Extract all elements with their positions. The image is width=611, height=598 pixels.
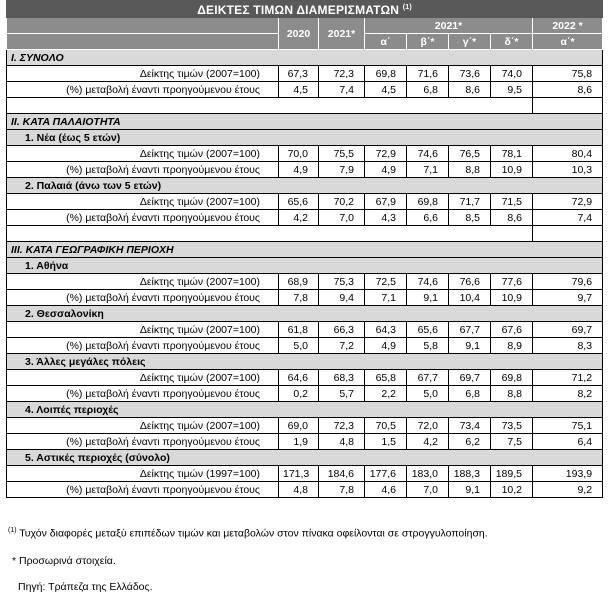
value-cell: 10,9 — [491, 162, 533, 178]
value-cell: 4,9 — [365, 162, 407, 178]
value-cell: 6,4 — [533, 434, 603, 450]
row-label: Δείκτης τιμών (2007=100) — [7, 370, 279, 386]
header-blank — [7, 18, 279, 34]
group-title: 3. Άλλες μεγάλες πόλεις — [7, 354, 603, 370]
value-cell: 7,4 — [533, 210, 603, 226]
table-row — [7, 162, 603, 178]
value-cell: 4,9 — [279, 162, 319, 178]
value-cell: 193,9 — [533, 466, 603, 482]
value-cell: 64,6 — [279, 370, 319, 386]
value-cell: 74,0 — [491, 66, 533, 82]
value-cell: 8,3 — [533, 338, 603, 354]
group-row — [7, 130, 603, 146]
row-label: Δείκτης τιμών (2007=100) — [7, 194, 279, 210]
value-cell: 76,5 — [449, 146, 491, 162]
value-cell: 72,0 — [407, 418, 449, 434]
spacer-cell — [533, 98, 603, 114]
value-cell: 189,5 — [491, 466, 533, 482]
row-label: (%) μεταβολή έναντι προηγούμενου έτους — [7, 162, 279, 178]
value-cell: 8,5 — [449, 210, 491, 226]
value-cell: 67,7 — [407, 370, 449, 386]
footnote-source: Πηγή: Τράπεζα της Ελλάδος. — [18, 581, 153, 593]
value-cell: 8,8 — [449, 162, 491, 178]
value-cell: 70,0 — [279, 146, 319, 162]
value-cell: 67,9 — [365, 194, 407, 210]
value-cell: 69,8 — [365, 66, 407, 82]
row-label: Δείκτης τιμών (2007=100) — [7, 66, 279, 82]
header-q4: δ΄* — [491, 34, 533, 50]
header-q2: β΄* — [407, 34, 449, 50]
row-label: Δείκτης τιμών (2007=100) — [7, 322, 279, 338]
row-label: Δείκτης τιμών (2007=100) — [7, 418, 279, 434]
section-row — [7, 114, 603, 130]
header-2022-group: 2022 * — [533, 18, 603, 34]
header-q1: α΄ — [365, 34, 407, 50]
footnote-provisional: * Προσωρινά στοιχεία. — [12, 555, 116, 567]
value-cell: 7,1 — [365, 290, 407, 306]
table-row — [7, 146, 603, 162]
value-cell: 8,9 — [491, 338, 533, 354]
value-cell: 71,7 — [449, 194, 491, 210]
value-cell: 67,3 — [279, 66, 319, 82]
table-row — [7, 210, 603, 226]
section-row — [7, 50, 603, 66]
value-cell: 177,6 — [365, 466, 407, 482]
value-cell: 10,4 — [449, 290, 491, 306]
value-cell: 7,4 — [319, 82, 365, 98]
group-title: 2. Θεσσαλονίκη — [7, 306, 603, 322]
header-blank-2 — [7, 34, 279, 50]
spacer-cell — [7, 226, 533, 242]
value-cell: 65,8 — [365, 370, 407, 386]
value-cell: 7,0 — [319, 210, 365, 226]
table-row — [7, 370, 603, 386]
header-q1-2022: α΄* — [533, 34, 603, 50]
value-cell: 75,8 — [533, 66, 603, 82]
footnote-1-text: Τυχόν διαφορές μεταξύ επιπέδων τιμών και μεταβολών στον πίνακα οφείλονται σε στρογγυλοποίηση. — [19, 527, 488, 540]
table-row — [7, 322, 603, 338]
value-cell: 69,7 — [449, 370, 491, 386]
value-cell: 9,1 — [449, 338, 491, 354]
value-cell: 7,2 — [319, 338, 365, 354]
group-row — [7, 354, 603, 370]
value-cell: 5,0 — [407, 386, 449, 402]
row-label: Δείκτης τιμών (2007=100) — [7, 274, 279, 290]
value-cell: 7,8 — [319, 482, 365, 498]
value-cell: 9,5 — [491, 82, 533, 98]
spacer-cell — [7, 98, 533, 114]
header-2021: 2021* — [319, 18, 365, 50]
table-row — [7, 386, 603, 402]
table-row — [7, 466, 603, 482]
header-2020: 2020 — [279, 18, 319, 50]
value-cell: 7,1 — [407, 162, 449, 178]
value-cell: 71,2 — [533, 370, 603, 386]
value-cell: 7,9 — [319, 162, 365, 178]
value-cell: 66,3 — [319, 322, 365, 338]
group-row — [7, 402, 603, 418]
value-cell: 76,6 — [449, 274, 491, 290]
header-q3: γ΄* — [449, 34, 491, 50]
group-row — [7, 178, 603, 194]
footnote-1-mark: (1) — [8, 527, 17, 534]
value-cell: 75,5 — [319, 146, 365, 162]
value-cell: 8,8 — [491, 386, 533, 402]
value-cell: 171,3 — [279, 466, 319, 482]
section-title: I. ΣΥΝΟΛΟ — [7, 50, 603, 66]
value-cell: 9,2 — [533, 482, 603, 498]
value-cell: 73,6 — [449, 66, 491, 82]
table-row — [7, 290, 603, 306]
value-cell: 61,8 — [279, 322, 319, 338]
value-cell: 4,5 — [279, 82, 319, 98]
row-label: (%) μεταβολή έναντι προηγούμενου έτους — [7, 386, 279, 402]
group-row — [7, 258, 603, 274]
value-cell: 5,7 — [319, 386, 365, 402]
value-cell: 5,0 — [279, 338, 319, 354]
value-cell: 4,6 — [365, 482, 407, 498]
group-row — [7, 450, 603, 466]
value-cell: 69,8 — [491, 370, 533, 386]
value-cell: 79,6 — [533, 274, 603, 290]
value-cell: 183,0 — [407, 466, 449, 482]
value-cell: 72,9 — [533, 194, 603, 210]
value-cell: 80,4 — [533, 146, 603, 162]
value-cell: 4,2 — [407, 434, 449, 450]
table-row — [7, 82, 603, 98]
value-cell: 4,9 — [365, 338, 407, 354]
spacer-cell — [533, 226, 603, 242]
value-cell: 71,5 — [491, 194, 533, 210]
value-cell: 70,5 — [365, 418, 407, 434]
value-cell: 69,7 — [533, 322, 603, 338]
value-cell: 72,3 — [319, 418, 365, 434]
value-cell: 0,2 — [279, 386, 319, 402]
value-cell: 4,8 — [279, 482, 319, 498]
table-title — [7, 1, 603, 18]
value-cell: 72,3 — [319, 66, 365, 82]
value-cell: 72,5 — [365, 274, 407, 290]
row-label: (%) μεταβολή έναντι προηγούμενου έτους — [7, 434, 279, 450]
value-cell: 8,2 — [533, 386, 603, 402]
section-row — [7, 242, 603, 258]
group-title: 1. Αθήνα — [7, 258, 603, 274]
table-row — [7, 338, 603, 354]
value-cell: 72,9 — [365, 146, 407, 162]
price-index-table — [6, 0, 603, 498]
value-cell: 67,7 — [449, 322, 491, 338]
value-cell: 184,6 — [319, 466, 365, 482]
title-footnote-mark: (1) — [402, 4, 412, 11]
table-row — [7, 418, 603, 434]
value-cell: 10,3 — [533, 162, 603, 178]
section-title: III. ΚΑΤΑ ΓΕΩΓΡΑΦΙΚΗ ΠΕΡΙΟΧΗ — [7, 242, 603, 258]
value-cell: 9,1 — [407, 290, 449, 306]
table-row — [7, 434, 603, 450]
value-cell: 10,2 — [491, 482, 533, 498]
value-cell: 5,8 — [407, 338, 449, 354]
value-cell: 73,5 — [491, 418, 533, 434]
spacer-row — [7, 226, 603, 242]
value-cell: 70,2 — [319, 194, 365, 210]
value-cell: 65,6 — [279, 194, 319, 210]
value-cell: 77,6 — [491, 274, 533, 290]
row-label: (%) μεταβολή έναντι προηγούμενου έτους — [7, 290, 279, 306]
value-cell: 7,0 — [407, 482, 449, 498]
value-cell: 65,6 — [407, 322, 449, 338]
value-cell: 6,6 — [407, 210, 449, 226]
header-2021-group: 2021* — [365, 18, 533, 34]
value-cell: 78,1 — [491, 146, 533, 162]
group-title: 4. Λοιπές περιοχές — [7, 402, 603, 418]
value-cell: 71,6 — [407, 66, 449, 82]
value-cell: 75,3 — [319, 274, 365, 290]
value-cell: 9,7 — [533, 290, 603, 306]
table-title-text: ΔΕΙΚΤΕΣ ΤΙΜΩΝ ΔΙΑΜΕΡΙΣΜΑΤΩΝ — [197, 3, 400, 17]
value-cell: 7,8 — [279, 290, 319, 306]
value-cell: 2,2 — [365, 386, 407, 402]
value-cell: 8,6 — [491, 210, 533, 226]
value-cell: 8,6 — [533, 82, 603, 98]
value-cell: 7,5 — [491, 434, 533, 450]
value-cell: 73,4 — [449, 418, 491, 434]
row-label: (%) μεταβολή έναντι προηγούμενου έτους — [7, 338, 279, 354]
row-label: (%) μεταβολή έναντι προηγούμενου έτους — [7, 210, 279, 226]
value-cell: 69,8 — [407, 194, 449, 210]
spacer-row — [7, 98, 603, 114]
value-cell: 10,9 — [491, 290, 533, 306]
table-row — [7, 482, 603, 498]
table-row — [7, 194, 603, 210]
group-row — [7, 306, 603, 322]
value-cell: 69,0 — [279, 418, 319, 434]
value-cell: 68,9 — [279, 274, 319, 290]
value-cell: 68,3 — [319, 370, 365, 386]
value-cell: 74,6 — [407, 274, 449, 290]
value-cell: 67,6 — [491, 322, 533, 338]
value-cell: 1,9 — [279, 434, 319, 450]
value-cell: 1,5 — [365, 434, 407, 450]
section-title: II. ΚΑΤΑ ΠΑΛΑΙΟΤΗΤΑ — [7, 114, 603, 130]
value-cell: 75,1 — [533, 418, 603, 434]
row-label: (%) μεταβολή έναντι προηγούμενου έτους — [7, 82, 279, 98]
value-cell: 4,5 — [365, 82, 407, 98]
table-title-row — [7, 1, 603, 18]
table-row — [7, 66, 603, 82]
header-row-1 — [7, 18, 603, 34]
value-cell: 4,2 — [279, 210, 319, 226]
value-cell: 4,8 — [319, 434, 365, 450]
value-cell: 64,3 — [365, 322, 407, 338]
value-cell: 9,1 — [449, 482, 491, 498]
value-cell: 8,6 — [449, 82, 491, 98]
value-cell: 6,2 — [449, 434, 491, 450]
value-cell: 6,8 — [407, 82, 449, 98]
value-cell: 74,6 — [407, 146, 449, 162]
table-row — [7, 274, 603, 290]
footnote-1 — [8, 527, 488, 540]
row-label: Δείκτης τιμών (2007=100) — [7, 146, 279, 162]
group-title: 5. Αστικές περιοχές (σύνολο) — [7, 450, 603, 466]
row-label: Δείκτης τιμών (1997=100) — [7, 466, 279, 482]
value-cell: 188,3 — [449, 466, 491, 482]
group-title: 2. Παλαιά (άνω των 5 ετών) — [7, 178, 603, 194]
group-title: 1. Νέα (έως 5 ετών) — [7, 130, 603, 146]
value-cell: 6,8 — [449, 386, 491, 402]
value-cell: 4,3 — [365, 210, 407, 226]
value-cell: 9,4 — [319, 290, 365, 306]
row-label: (%) μεταβολή έναντι προηγούμενου έτους — [7, 482, 279, 498]
